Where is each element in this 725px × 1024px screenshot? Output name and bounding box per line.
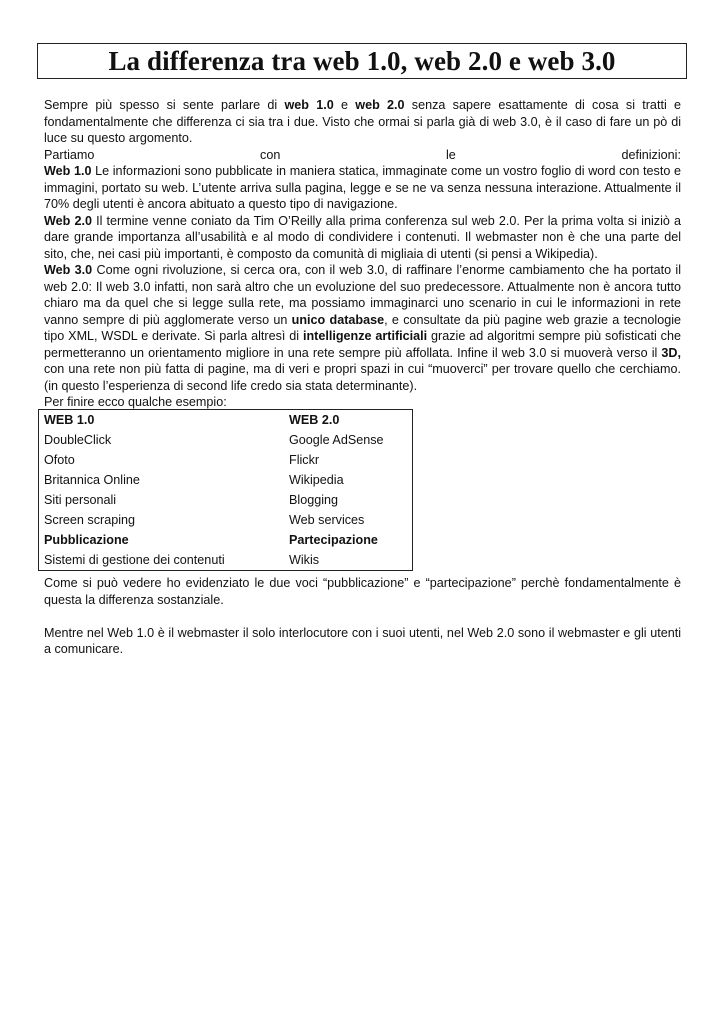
definitions-line bbox=[44, 147, 681, 164]
web2-paragraph bbox=[44, 213, 681, 263]
web3-text: con una rete non più fatta di pagine, ma di veri e propri spazi in cui “muoverci” per trovare quello che cerchiamo. (in questo l’esperienza di second life credo sia stata determinante). bbox=[44, 362, 681, 393]
table-row bbox=[39, 490, 413, 510]
table-row bbox=[39, 510, 413, 530]
web3-text: Come ogni rivoluzione, si cerca ora, con il web 3.0, di raffinare l’enorme cambiamento che ha portato il web 2.0: Il web 3.0 infatti, non sarà altro che un evoluzione del suo predecessore. Attualmente non è ancora tutto chiaro ma da quel che si legge sulla rete, ma possiamo immaginarci uno scenario in cui le informazioni in rete vanno sempre di più agglomerate verso un bbox=[44, 263, 681, 327]
article-body bbox=[44, 97, 681, 411]
intro-text: Sempre più spesso si sente parlare di bbox=[44, 98, 285, 112]
intro-bold-web2: web 2.0 bbox=[355, 98, 405, 112]
web3-text: , e consultate da più pagine web grazie a tecnologie tipo XML, WSDL e derivate. Si parla altresì di bbox=[44, 312, 681, 343]
table-cell: Ofoto bbox=[44, 453, 75, 467]
examples-intro: Per finire ecco qualche esempio: bbox=[44, 395, 227, 409]
intro-text: e bbox=[333, 98, 356, 112]
table-cell: Blogging bbox=[289, 493, 339, 507]
web3-bold-ai: intelligenze artificiali bbox=[302, 329, 428, 343]
table-cell: Wikipedia bbox=[289, 473, 344, 487]
definitions-word: con bbox=[260, 147, 281, 162]
table-cell: Sistemi di gestione dei contenuti bbox=[44, 553, 225, 567]
closing-paragraph-1: Come si può vedere ho evidenziato le due voci “pubblicazione” e “partecipazione” perchè fondamentalmente è questa la differenza sostanziale. bbox=[44, 576, 681, 607]
title-box bbox=[37, 43, 687, 79]
web3-label: Web 3.0 bbox=[44, 263, 93, 277]
web2-text: Il termine venne coniato da Tim O’Reilly alla prima conferenza sul web 2.0. Per la prima volta si iniziò a dare grande importanza all’usabilità e al modo di condividere i contenuti. Il webmaster non è che una parte del sito, che, nei casi più importanti, è composto da comunità di migliaia di utenti (si pensi a Wikipedia). bbox=[44, 213, 681, 261]
table-header-web1: WEB 1.0 bbox=[44, 413, 95, 427]
table-cell: Web services bbox=[289, 513, 365, 527]
intro-bold-web1: web 1.0 bbox=[284, 98, 334, 112]
closing-section bbox=[44, 575, 681, 658]
definitions-word: Partiamo bbox=[44, 147, 95, 162]
table-row bbox=[39, 430, 413, 450]
table-cell: Britannica Online bbox=[44, 473, 140, 487]
closing-paragraph-2: Mentre nel Web 1.0 è il webmaster il solo interlocutore con i suoi utenti, nel Web 2.0 sono il webmaster e gli utenti a comunicare. bbox=[44, 625, 681, 656]
table-header-web2: WEB 2.0 bbox=[289, 413, 340, 427]
web3-text: grazie ad algoritmi sempre più sofisticati che permetteranno un orientamento migliore in una rete sempre più affollata. Infine il web 3.0 si muoverà verso il bbox=[44, 329, 681, 360]
web3-bold-3d: 3D, bbox=[661, 345, 681, 360]
table-row bbox=[39, 550, 413, 571]
table-cell: Google AdSense bbox=[289, 433, 384, 447]
table-row bbox=[39, 450, 413, 470]
table-header-row bbox=[39, 410, 413, 431]
table-cell: Flickr bbox=[289, 453, 320, 467]
table-cell: Siti personali bbox=[44, 493, 117, 507]
table-cell: DoubleClick bbox=[44, 433, 112, 447]
table-row-highlight bbox=[39, 530, 413, 550]
table-row bbox=[39, 470, 413, 490]
table-cell-pubblicazione: Pubblicazione bbox=[44, 533, 129, 547]
web1-paragraph bbox=[44, 163, 681, 213]
web3-paragraph bbox=[44, 262, 681, 394]
web1-label: Web 1.0 bbox=[44, 164, 92, 178]
table-cell: Screen scraping bbox=[44, 513, 136, 527]
web3-bold-database: unico database bbox=[291, 312, 385, 327]
table-cell: Wikis bbox=[289, 553, 320, 567]
intro-paragraph bbox=[44, 97, 681, 147]
comparison-table bbox=[38, 409, 413, 571]
definitions-word: definizioni: bbox=[621, 147, 681, 162]
web1-text: Le informazioni sono pubblicate in maniera statica, immaginate come un vostro foglio di word con testo e immagini, portato su web. L’utente arriva sulla pagina, legge e se ne va senza nessuna interazione. Attualmente il 70% degli utenti è ancora abituato a questo tipo di navigazione. bbox=[44, 164, 681, 211]
intro-text: senza sapere esattamente di cosa si tratti e fondamentalmente che differenza ci sia tra i due. Visto che ormai si parla già di web 3.0, è il caso di fare un pò di luce su questo argomento. bbox=[44, 98, 681, 145]
page-title: La differenza tra web 1.0, web 2.0 e web 3.0 bbox=[108, 45, 616, 76]
definitions-word: le bbox=[446, 147, 456, 162]
web2-label: Web 2.0 bbox=[44, 213, 92, 228]
table-cell-partecipazione: Partecipazione bbox=[289, 533, 378, 547]
